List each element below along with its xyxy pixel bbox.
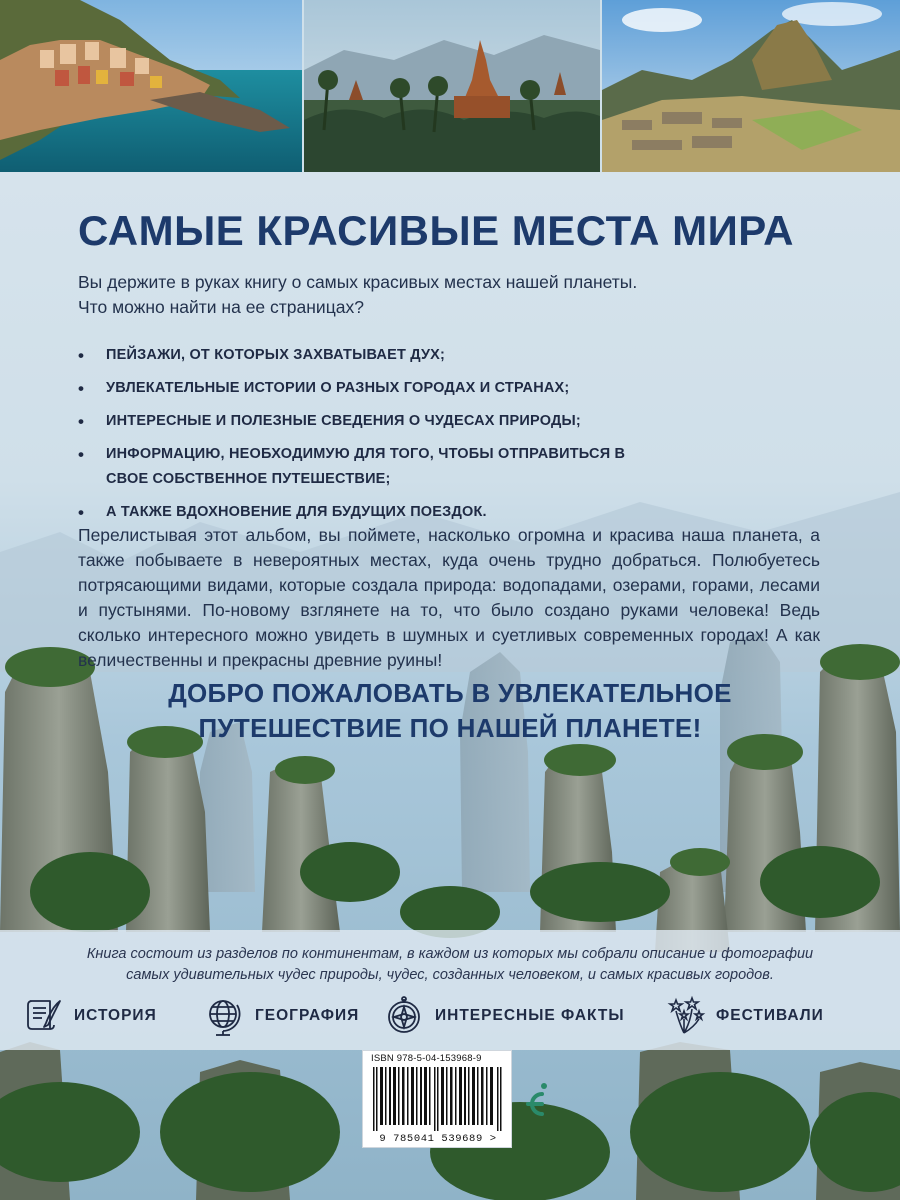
welcome-heading (60, 676, 840, 746)
compass-icon (383, 995, 425, 1037)
intro-line-2: Что можно найти на ее страницах? (78, 297, 364, 317)
category-label: ФЕСТИВАЛИ (716, 1007, 824, 1024)
scroll-quill-icon (22, 995, 64, 1037)
fireworks-icon (664, 995, 706, 1037)
welcome-line-2: ПУТЕШЕСТВИЕ ПО НАШЕЙ ПЛАНЕТЕ! (198, 713, 702, 743)
photo-temples-palms (304, 0, 600, 172)
feature-item: • УВЛЕКАТЕЛЬНЫЕ ИСТОРИИ О РАЗНЫХ ГОРОДАХ И СТРАНАХ; (78, 376, 818, 401)
publisher-logo (520, 1080, 550, 1128)
feature-item: • ПЕЙЗАЖИ, ОТ КОТОРЫХ ЗАХВАТЫВАЕТ ДУХ; (78, 343, 818, 368)
photo-mountain-ruins (602, 0, 900, 172)
sections-note-line-2: самых удивительных чудес природы, чудес, созданных человеком, и самых красивых городов. (126, 967, 774, 983)
sections-note-line-1: Книга состоит из разделов по континентам, в каждом из которых мы собрали описание и фотографии (86, 946, 814, 962)
category-history (22, 995, 157, 1037)
feature-item: • А ТАКЖЕ ВДОХНОВЕНИЕ ДЛЯ БУДУЩИХ ПОЕЗДОК. (78, 500, 818, 525)
barcode-bars (371, 1067, 505, 1131)
book-title: САМЫЕ КРАСИВЫЕ МЕСТА МИРА (78, 207, 794, 254)
category-label: ИНТЕРЕСНЫЕ ФАКТЫ (435, 1007, 625, 1024)
feature-item: • ИНТЕРЕСНЫЕ И ПОЛЕЗНЫЕ СВЕДЕНИЯ О ЧУДЕСАХ ПРИРОДЫ; (78, 409, 818, 434)
intro-text (78, 270, 778, 320)
category-label: ИСТОРИЯ (74, 1007, 157, 1024)
photo-coastal-village (0, 0, 302, 172)
category-festivals (664, 995, 824, 1037)
sections-note (20, 944, 880, 986)
feature-item: • ИНФОРМАЦИЮ, НЕОБХОДИМУЮ ДЛЯ ТОГО, ЧТОБЫ ОТПРАВИТЬСЯ В СВОЕ СОБСТВЕННОЕ ПУТЕШЕСТВИЕ; (78, 442, 668, 492)
isbn-digits: 9 785041 539689 > (379, 1133, 497, 1145)
category-geography (203, 995, 359, 1037)
description-paragraph: Перелистывая этот альбом, вы поймете, насколько огромна и красива наша планета, а также побываете в невероятных местах, куда очень трудно добраться. Полюбуетесь потрясающими видами, которые создала природа: водопадами, озерами, горами, лесами и пустынями. По-новому взглянете на то, что было создано руками человека! Ведь сколько интересного можно увидеть в шумных и суетливых современных городах! А как величественны и прекрасны древние руины! (78, 525, 820, 670)
globe-icon (203, 995, 245, 1037)
intro-line-1: Вы держите в руках книгу о самых красивых местах нашей планеты. (78, 272, 638, 292)
isbn-label: ISBN 978-5-04-153968-9 (371, 1053, 482, 1064)
feature-list (78, 343, 818, 533)
welcome-line-1: ДОБРО ПОЖАЛОВАТЬ В УВЛЕКАТЕЛЬНОЕ (168, 678, 732, 708)
category-facts (383, 995, 625, 1037)
isbn-barcode (362, 1050, 512, 1148)
category-label: ГЕОГРАФИЯ (255, 1007, 360, 1024)
